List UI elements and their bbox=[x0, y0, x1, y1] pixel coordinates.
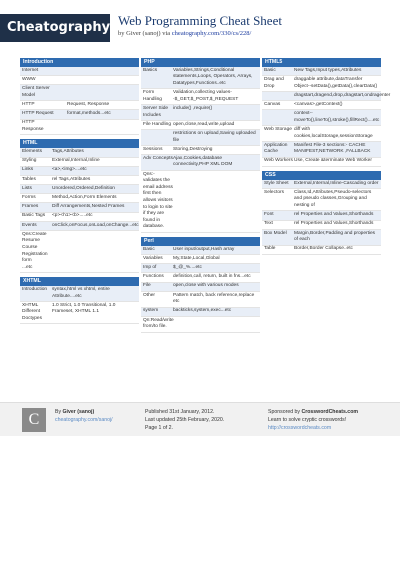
table-row bbox=[141, 105, 260, 121]
table-row bbox=[141, 308, 260, 317]
table-row bbox=[20, 176, 139, 185]
section-header: XHTML bbox=[20, 277, 139, 286]
row-value: rel Properties and Values,Shorthands bbox=[294, 221, 374, 227]
row-value: Tags,Attributes bbox=[52, 149, 84, 155]
row-key: HTTP bbox=[22, 101, 35, 107]
row-value: include() ,require() bbox=[173, 105, 213, 111]
table-row bbox=[141, 89, 260, 105]
table-row bbox=[20, 85, 139, 101]
table-row bbox=[262, 221, 381, 230]
table-row bbox=[20, 76, 139, 85]
section-introduction bbox=[20, 58, 139, 135]
row-key: Links bbox=[22, 167, 34, 173]
section-header: PHP bbox=[141, 58, 260, 67]
table-row bbox=[20, 194, 139, 203]
sponsor-prefix: Sponsored by bbox=[268, 409, 301, 415]
row-value: External,Internal,Inline bbox=[52, 158, 100, 164]
row-value: $_@_%....etc bbox=[173, 264, 202, 270]
row-value: dragstart,dragend,drop,dragstart,ondragenter bbox=[294, 92, 391, 98]
column-1 bbox=[20, 58, 139, 328]
table-row bbox=[20, 167, 139, 176]
section-html bbox=[20, 139, 139, 273]
row-key: Font bbox=[264, 212, 274, 218]
row-key: system bbox=[143, 308, 159, 314]
sponsor-name: CrosswordCheats.com bbox=[301, 409, 358, 415]
row-key: Adv Concepts bbox=[143, 155, 173, 161]
row-key: Style Sheet bbox=[264, 180, 289, 186]
byline bbox=[118, 30, 251, 37]
row-value: Validation,collecting values--$_GET,$_POST,$_REQUEST bbox=[173, 90, 239, 102]
row-value: My,State,Local,Global bbox=[173, 255, 220, 261]
row-key: Application Cache bbox=[264, 142, 288, 155]
table-row bbox=[141, 171, 260, 233]
table-row bbox=[141, 246, 260, 255]
table-row bbox=[20, 213, 139, 222]
row-value: backticks,system,exec...etc bbox=[173, 308, 232, 314]
table-row bbox=[262, 211, 381, 220]
row-key: Qns:-validates the email address first then allows visitors to login to site if they are found in database. bbox=[143, 171, 173, 230]
row-key: HTTP Request bbox=[22, 111, 54, 117]
row-value: New Tags,Input types,Attributes bbox=[294, 67, 362, 73]
row-key: Basic Tags bbox=[22, 213, 46, 219]
section-xhtml bbox=[20, 277, 139, 324]
author-name: Giver (sanoj) bbox=[62, 409, 95, 415]
row-value: Request, Response bbox=[67, 101, 110, 107]
row-key: Canvas bbox=[264, 101, 281, 107]
row-key: Events bbox=[22, 222, 37, 228]
table-row bbox=[262, 189, 381, 211]
row-key: Sessions bbox=[143, 146, 163, 152]
table-row bbox=[20, 302, 139, 324]
row-key: Forms bbox=[22, 195, 36, 201]
table-row bbox=[262, 142, 381, 158]
table-row bbox=[20, 185, 139, 194]
row-value: restrictions on upload,Saving uploaded file bbox=[173, 130, 256, 143]
table-row bbox=[262, 76, 381, 92]
section-header: Perl bbox=[141, 237, 260, 246]
row-value: format,methods...etc bbox=[67, 111, 111, 117]
table-row bbox=[20, 203, 139, 212]
row-key: WWW bbox=[22, 76, 36, 82]
table-row bbox=[141, 130, 260, 146]
page-number: Page 1 of 2. bbox=[145, 425, 173, 431]
row-value: Variables,Strings,Conditional statements,Loops, Operators, Arrays, Datatypes,Functions..etc bbox=[173, 67, 253, 86]
row-key: Tables bbox=[22, 176, 36, 182]
row-key: Introduction bbox=[22, 286, 48, 292]
row-value: Diff Arrangements,Nested Frames bbox=[52, 204, 125, 210]
published-date: Published 31st January, 2012. bbox=[145, 409, 215, 415]
table-row bbox=[20, 158, 139, 167]
row-value: Border,Border Collapse..etc bbox=[294, 246, 353, 252]
row-value: diff with cookies,localStorage,sessionStorage bbox=[294, 126, 373, 139]
row-value: Margin,Border,Padding and properties of each bbox=[294, 230, 376, 243]
row-key bbox=[143, 131, 173, 144]
row-key: Drag and Drop bbox=[264, 76, 284, 89]
row-key: XHTML Different Doctypes bbox=[22, 302, 42, 321]
row-key: Internet bbox=[22, 67, 39, 73]
page-title: Web Programming Cheat Sheet bbox=[118, 13, 282, 28]
row-value: Class,Id,Attributes,Pseudo-selectors and pseudo classes,Grouping and nesting of bbox=[294, 189, 372, 209]
section-header: Introduction bbox=[20, 58, 139, 67]
row-value: Pattern match, back reference,replace etc bbox=[173, 292, 255, 305]
row-value: <a>,<img>....etc bbox=[52, 167, 87, 173]
row-key: Basic bbox=[143, 246, 155, 252]
row-key: Selectors bbox=[264, 189, 284, 195]
table-row bbox=[20, 67, 139, 76]
row-key: Styling bbox=[22, 158, 37, 164]
author-prefix: By bbox=[55, 409, 62, 415]
byline-author: by Giver (sanoj) via bbox=[118, 30, 171, 37]
row-value: onClick,onFocus,onLoad,onChange...etc bbox=[52, 222, 139, 228]
cheatography-logo[interactable]: Cheatography bbox=[0, 14, 110, 42]
table-row bbox=[141, 155, 260, 171]
row-value: External,Internal,Inline-Cascading order bbox=[294, 180, 379, 186]
row-key: Table bbox=[264, 246, 276, 252]
row-key: Imp of bbox=[143, 264, 157, 270]
section-css bbox=[262, 171, 381, 255]
row-key: Frames bbox=[22, 204, 39, 210]
table-row bbox=[262, 246, 381, 255]
row-key bbox=[264, 93, 294, 100]
section-header: HTML5 bbox=[262, 58, 381, 67]
row-value: context-- moveTo(),lineTo(),stroke(),fillRect()....etc bbox=[294, 111, 380, 123]
table-row bbox=[20, 110, 139, 119]
row-value: Storing,Destroying bbox=[173, 146, 213, 152]
row-value: Method,Action,Form Elements bbox=[52, 195, 117, 201]
row-key bbox=[264, 111, 294, 124]
row-key: Other bbox=[143, 292, 155, 298]
table-row bbox=[262, 180, 381, 189]
row-value: <p><h1><b>.....etc bbox=[52, 213, 93, 219]
avatar: C bbox=[22, 408, 46, 432]
table-row bbox=[141, 292, 260, 308]
row-key: Box Model bbox=[264, 230, 287, 236]
row-key: Functions bbox=[143, 274, 164, 280]
table-row bbox=[141, 67, 260, 89]
row-value: 1.0 Strict, 1.0 Transitional, 1.0 Frameset, XHTML 1.1 bbox=[52, 302, 116, 315]
row-value: rel Tags,Attributes bbox=[52, 176, 91, 182]
table-row bbox=[262, 110, 381, 126]
section-header: CSS bbox=[262, 171, 381, 180]
table-row bbox=[262, 67, 381, 76]
row-key: HTTP Response bbox=[22, 120, 44, 132]
table-row bbox=[141, 273, 260, 282]
table-row bbox=[20, 148, 139, 157]
row-key: Variables bbox=[143, 255, 163, 261]
row-value: open,close with various modes bbox=[173, 283, 239, 289]
footer-sponsor bbox=[268, 408, 358, 432]
table-row bbox=[141, 283, 260, 292]
row-key: File bbox=[143, 283, 151, 289]
row-value: syntax,html vs xhtml, entire Attribute....etc bbox=[52, 286, 110, 299]
row-key: Elements bbox=[22, 149, 42, 155]
row-key: Client Server Model bbox=[22, 86, 50, 98]
row-value: open,close,read,write,upload bbox=[173, 121, 235, 127]
table-row bbox=[262, 158, 381, 167]
table-row bbox=[141, 255, 260, 264]
sponsor-link[interactable]: http://crosswordcheats.com bbox=[268, 425, 332, 431]
row-key: Basic bbox=[264, 67, 276, 73]
updated-date: Last updated 25th February, 2020. bbox=[145, 417, 225, 423]
row-value: Ajax,Cookies,database connectivity,PHP XML DOM bbox=[173, 155, 233, 168]
table-row bbox=[20, 101, 139, 110]
table-row bbox=[20, 222, 139, 231]
row-value: definition,call, return, built in fns...etc bbox=[173, 274, 251, 280]
table-row bbox=[262, 126, 381, 142]
table-row bbox=[262, 230, 381, 246]
row-key: File Handling bbox=[143, 121, 171, 127]
sponsor-text: Learn to solve cryptic crosswords! bbox=[268, 417, 347, 423]
table-row bbox=[262, 101, 381, 110]
table-row bbox=[141, 121, 260, 130]
table-row bbox=[262, 92, 391, 101]
section-header: HTML bbox=[20, 139, 139, 148]
row-key: Basics bbox=[143, 67, 158, 73]
row-key: Qns:Create Resume Course Registration form ...etc bbox=[22, 231, 48, 270]
row-value: Unordered,Ordered,Definition bbox=[52, 185, 115, 191]
row-value: draggable attribute,dataTransfer Object--setData(),getData(),clearData() bbox=[294, 76, 378, 89]
footer-author bbox=[55, 408, 113, 424]
table-row bbox=[141, 317, 260, 333]
row-value: Manifest File-3 sections:- CACHE MANIFEST,NETWORK ,FALLBACK bbox=[294, 142, 371, 155]
section-php bbox=[141, 58, 260, 233]
row-value: User input/output,Hash array bbox=[173, 246, 235, 252]
row-value: rel Properties and Values,Shorthands bbox=[294, 212, 374, 218]
author-link[interactable]: cheatography.com/sanoj/ bbox=[55, 417, 113, 423]
section-html5 bbox=[262, 58, 391, 167]
row-key: Lists bbox=[22, 185, 32, 191]
row-key: Text bbox=[264, 221, 273, 227]
table-row bbox=[20, 120, 139, 136]
byline-link[interactable]: cheatography.com/330/cs/228/ bbox=[171, 30, 252, 37]
row-key: Web Storage bbox=[264, 126, 292, 132]
section-perl bbox=[141, 237, 260, 333]
row-key: Form Handling bbox=[143, 90, 162, 102]
row-value: Use, Create &terminate Web Worker bbox=[294, 158, 372, 164]
header bbox=[0, 0, 400, 52]
table-row bbox=[141, 264, 260, 273]
row-key: Server Side Includes bbox=[143, 105, 169, 118]
column-3 bbox=[262, 58, 391, 259]
table-row bbox=[20, 231, 139, 273]
row-key: Qn:Read/write from/to file. bbox=[143, 317, 174, 330]
column-2 bbox=[141, 58, 260, 337]
row-key: Web Workers bbox=[264, 158, 293, 164]
row-value: <canvas>,getContext() bbox=[294, 101, 343, 107]
footer-dates bbox=[145, 408, 224, 432]
table-row bbox=[20, 286, 139, 302]
footer bbox=[0, 402, 400, 436]
table-row bbox=[141, 146, 260, 155]
